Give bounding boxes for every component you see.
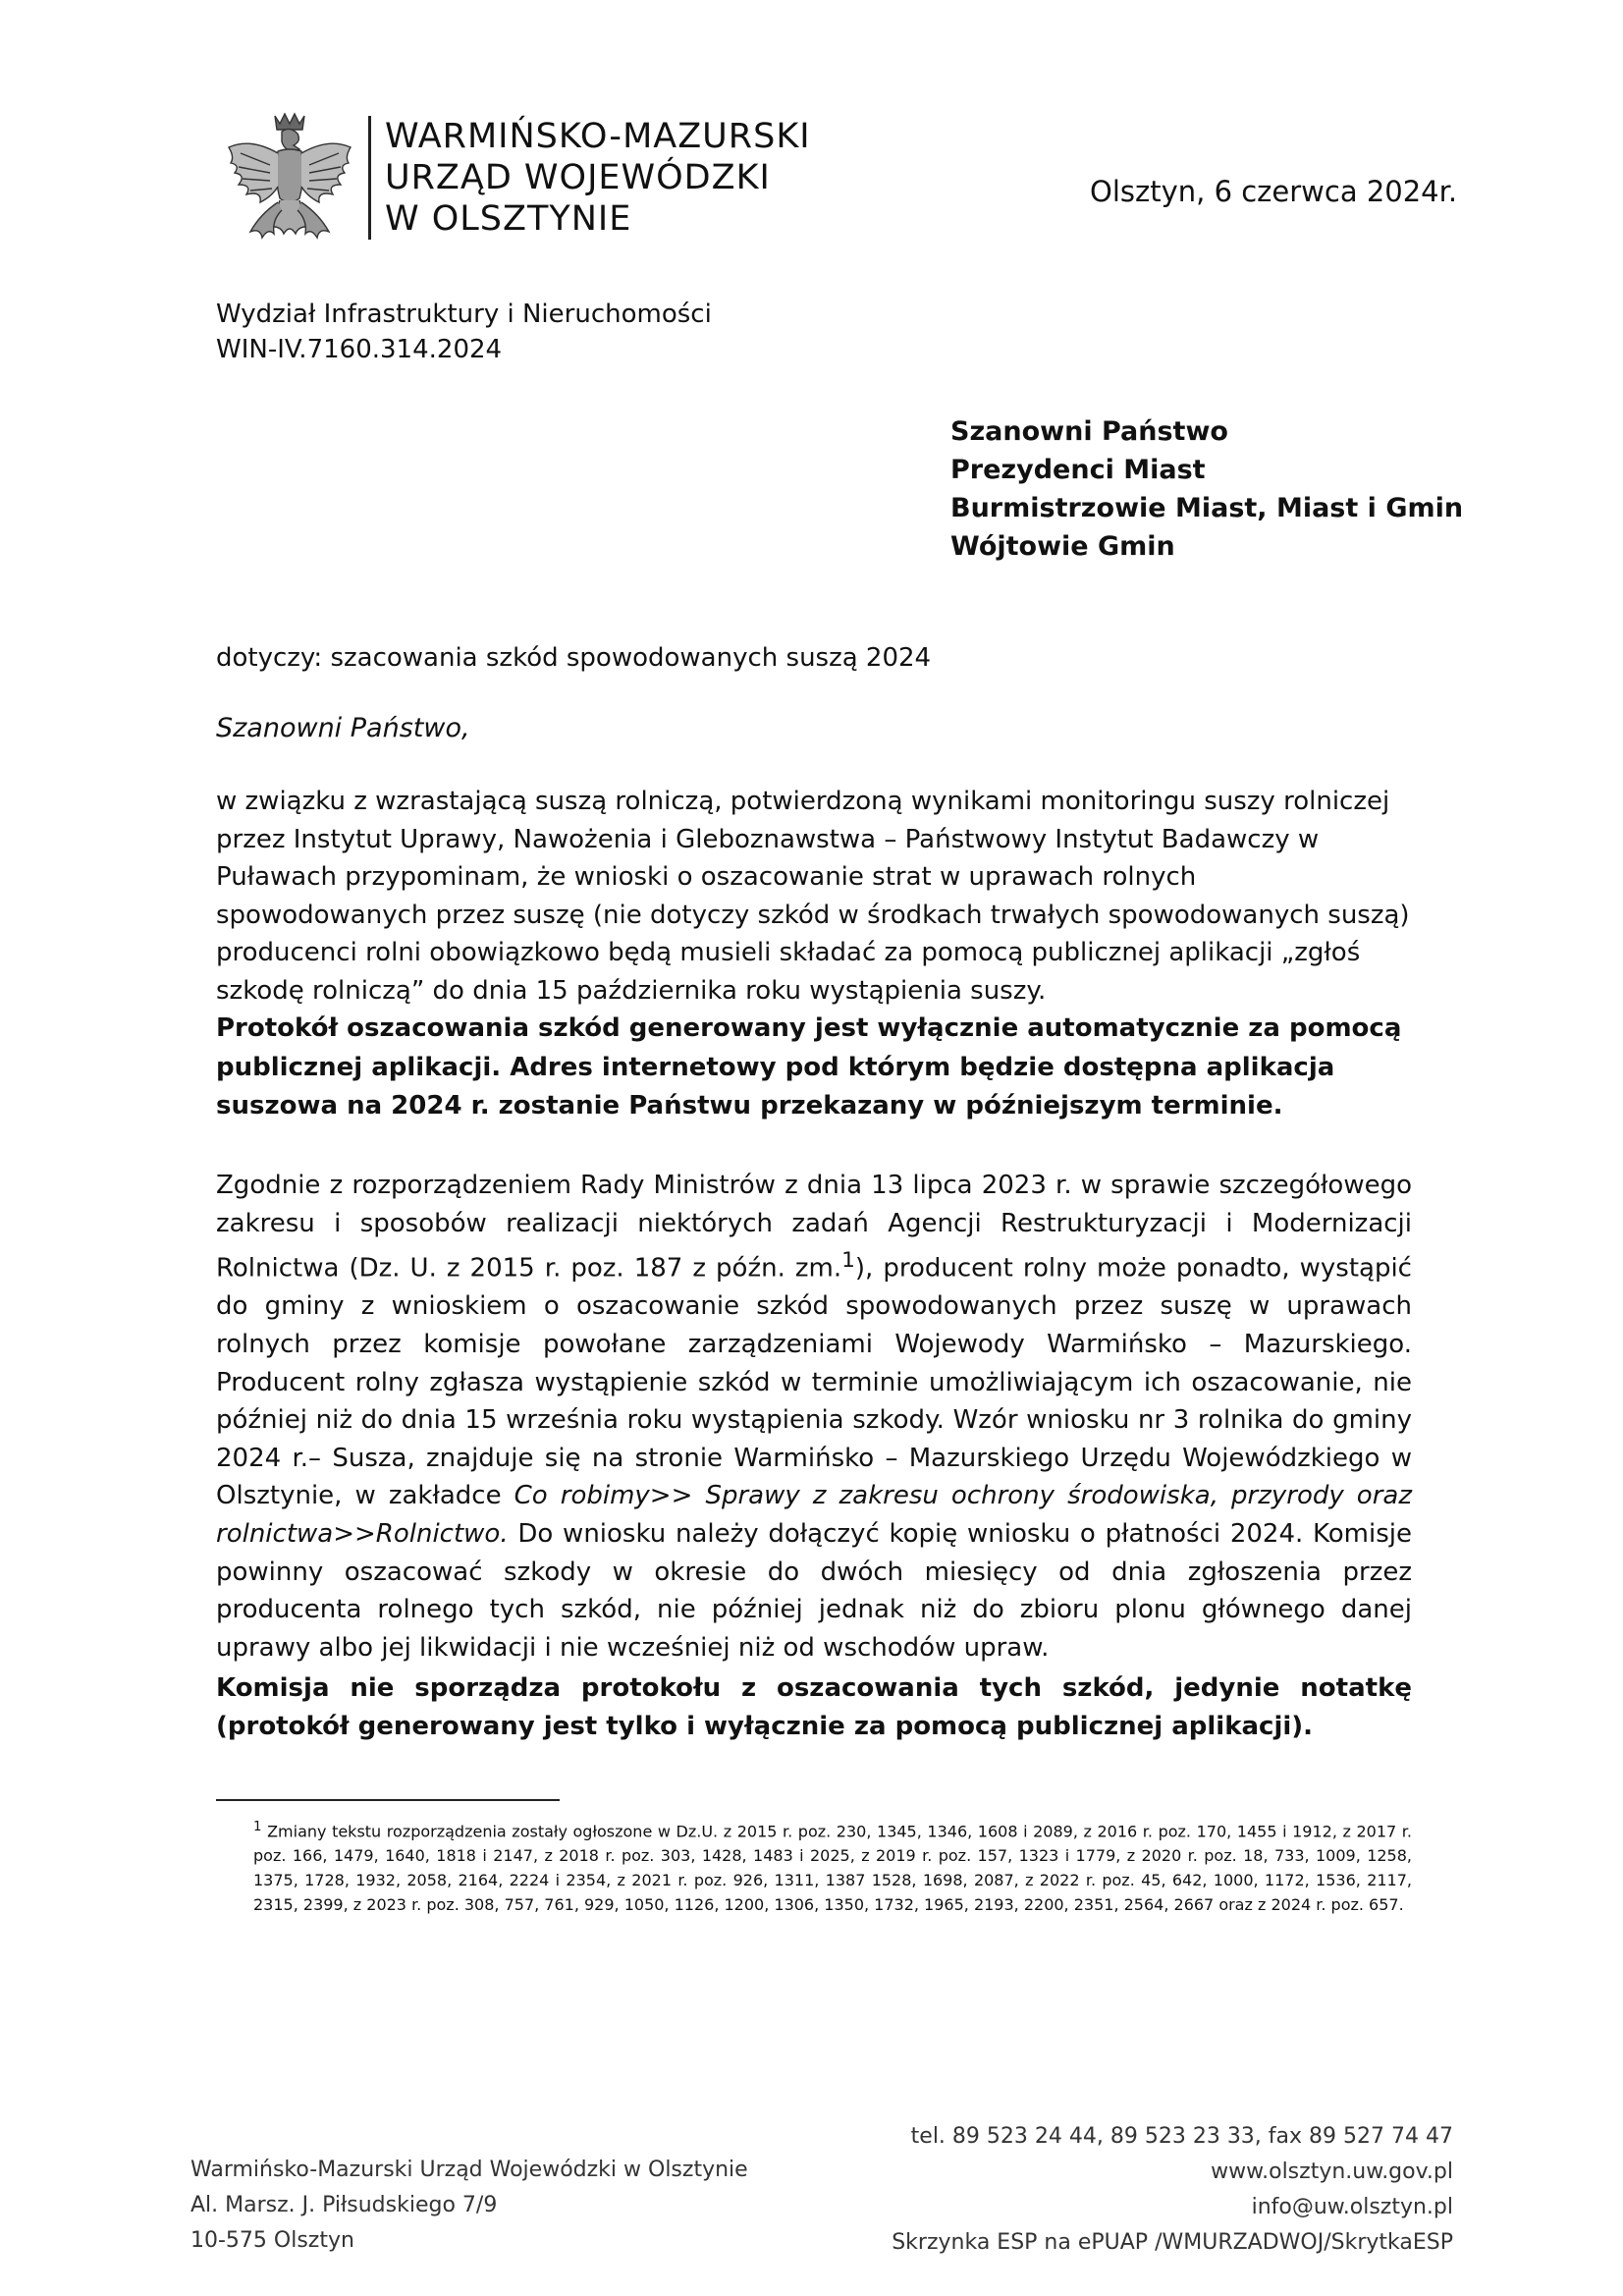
body-paragraph-2 xyxy=(216,1167,1412,1667)
subject-line: dotyczy: szacowania szkód spowodowanych suszą 2024 xyxy=(216,643,932,673)
paragraph-text-part: Zgodnie z rozporządzeniem Rady Ministrów z dnia 13 lipca 2023 r. w sprawie szczegółowego zakresu i sposobów realizacji niektórych zadań Agencji Restrukturyzacji i Modernizacji Rolnictwa (Dz. U. z 2015 r. poz. 187 z późn. zm. xyxy=(216,1171,1412,1284)
paragraph-text-part: Do wniosku należy dołączyć kopię wniosku o płatności 2024. Komisje powinny oszacować szkody w okresie do dwóch miesięcy od dnia zgłoszenia przez producenta rolnego tych szkód, nie później jednak niż do zbioru plonu głównego danej uprawy albo jej likwidacji i nie wcześniej niż od wschodów upraw. xyxy=(216,1519,1412,1663)
paragraph-text: Protokół oszacowania szkód generowany jest wyłącznie automatycznie za pomocą publicznej aplikacji. Adres internetowy pod którym będzie dostępna aplikacja suszowa na 2024 r. zostanie Państwu przekazany w późniejszym terminie. xyxy=(216,1013,1402,1121)
footer-address-line: 10-575 Olsztyn xyxy=(190,2228,354,2253)
salutation: Szanowni Państwo, xyxy=(216,713,470,743)
office-name xyxy=(385,116,811,240)
body-paragraph-1-emphasis xyxy=(216,1010,1412,1126)
footer-contact-line: Skrzynka ESP na ePUAP /WMURZADWOJ/SkrytkaESP xyxy=(892,2230,1453,2255)
department-block xyxy=(216,297,712,367)
footnote-divider xyxy=(216,1799,560,1801)
office-name-line: WARMIŃSKO-MAZURSKI xyxy=(385,117,811,156)
office-name-line: W OLSZTYNIE xyxy=(385,199,632,239)
place-date: Olsztyn, 6 czerwca 2024r. xyxy=(1090,175,1458,208)
body-paragraph-2-emphasis xyxy=(216,1669,1412,1746)
paragraph-text: w związku z wzrastającą suszą rolniczą, potwierdzoną wynikami monitoringu suszy rolniczej przez Instytut Uprawy, Nawożenia i Gleboznawstwa – Państwowy Instytut Badawczy w Puławach przypominam, że wnioski o oszacowanie strat w uprawach rolnych spowodowanych przez suszę (nie dotyczy szkód w środkach trwałych spowodowanych suszą) producenci rolni obowiązkowo będą musieli składać za pomocą publicznej aplikacji „zgłoś szkodę rolniczą” do dnia 15 października roku wystąpienia suszy. xyxy=(216,787,1410,1006)
paragraph-text: Komisja nie sporządza protokołu z oszacowania tych szkód, jedynie notatkę (protokół generowany jest tylko i wyłącznie za pomocą publicznej aplikacji). xyxy=(216,1673,1412,1741)
office-name-line: URZĄD WOJEWÓDZKI xyxy=(385,158,771,197)
body-paragraph-1 xyxy=(216,783,1412,1011)
polish-eagle-emblem-icon xyxy=(221,108,358,255)
recipient-line: Prezydenci Miast xyxy=(950,455,1206,485)
footnote xyxy=(253,1815,1412,1917)
header-divider xyxy=(368,116,371,240)
recipients-block xyxy=(950,412,1463,566)
website-path: Co robimy>> Sprawy z zakresu ochrony środowiska, przyrody oraz rolnictwa>>Rolnictwo. xyxy=(216,1481,1412,1549)
paragraph-text xyxy=(216,1167,1412,1667)
footer-address-line: Warmińsko-Mazurski Urząd Wojewódzki w Olsztynie xyxy=(190,2158,748,2182)
footer-contact-line: www.olsztyn.uw.gov.pl xyxy=(1211,2159,1453,2184)
department-name: Wydział Infrastruktury i Nieruchomości xyxy=(216,300,712,329)
footnote-text: Zmiany tekstu rozporządzenia zostały ogłoszone w Dz.U. z 2015 r. poz. 230, 1345, 1346, 1608 i 2089, z 2016 r. poz. 170, 1455 i 1912, z 2017 r. poz. 166, 1479, 1640, 1818 i 2147, z 2018 r. poz. 303, 1428, 1483 i 2025, z 2019 r. poz. 157, 1323 i 1779, z 2020 r. poz. 18, 733, 1009, 1258, 1375, 1728, 1932, 2058, 2164, 2224 i 2354, z 2021 r. poz. 926, 1311, 1387 1528, 1698, 2087, z 2022 r. poz. 45, 642, 1000, 1172, 1536, 2117, 2315, 2399, z 2023 r. poz. 308, 757, 761, 929, 1050, 1126, 1200, 1306, 1350, 1732, 1965, 2193, 2200, 2351, 2564, 2667 oraz z 2024 r. poz. 657. xyxy=(253,1822,1412,1915)
footer-contact xyxy=(844,2119,1453,2261)
footer-address xyxy=(190,2153,748,2259)
footer-contact-line: info@uw.olsztyn.pl xyxy=(1251,2195,1453,2219)
footer-address-line: Al. Marsz. J. Piłsudskiego 7/9 xyxy=(190,2193,498,2217)
recipient-line: Szanowni Państwo xyxy=(950,416,1228,447)
reference-number: WIN-IV.7160.314.2024 xyxy=(216,335,503,364)
paragraph-text-part: ), producent rolny może ponadto, wystąpić do gminy z wnioskiem o oszacowanie szkód spowodowanych przez suszę w uprawach rolnych przez komisje powołane zarządzeniami Wojewody Warmińsko – Mazurskiego. Producent rolny zgłasza wystąpienie szkód w terminie umożliwiającym ich oszacowanie, nie później niż do dnia 15 września roku wystąpienia szkody. Wzór wniosku nr 3 rolnika do gminy 2024 r.– Susza, znajduje się na stronie Warmińsko – Mazurskiego Urzędu Wojewódzkiego w Olsztynie, w zakładce xyxy=(216,1253,1412,1511)
footnote-reference: 1 xyxy=(841,1248,855,1274)
recipient-line: Burmistrzowie Miast, Miast i Gmin xyxy=(950,493,1464,523)
recipient-line: Wójtowie Gmin xyxy=(950,531,1175,562)
footer-contact-line: tel. 89 523 24 44, 89 523 23 33, fax 89 527 74 47 xyxy=(910,2124,1453,2149)
footnote-marker: 1 xyxy=(253,1820,262,1834)
